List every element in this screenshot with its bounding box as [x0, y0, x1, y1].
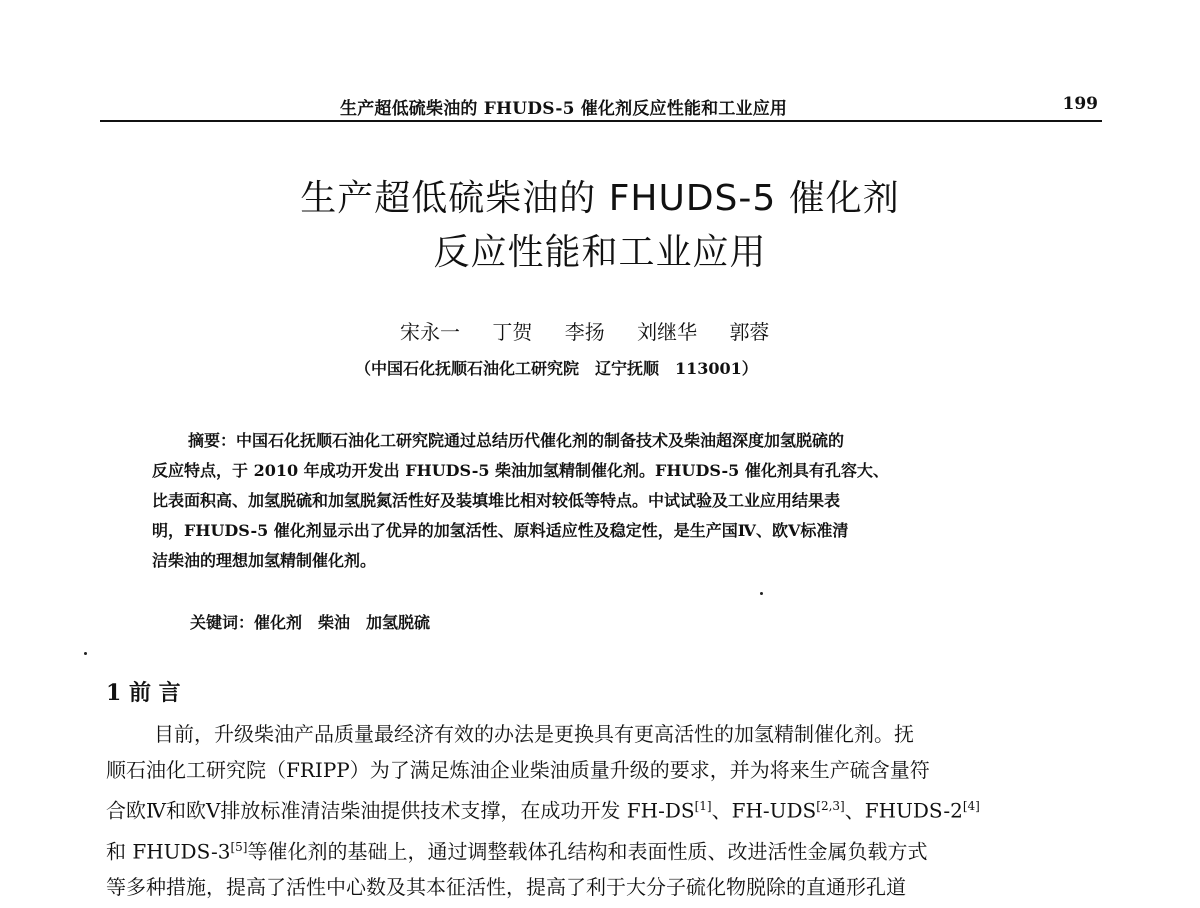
- author: 刘继华: [637, 320, 698, 344]
- reference-marker: [2,3]: [816, 799, 845, 813]
- abstract-line: 洁柴油的理想加氢精制催化剂。: [152, 551, 377, 570]
- running-title: 生产超低硫柴油的 FHUDS-5 催化剂反应性能和工业应用: [340, 99, 788, 119]
- abstract: [152, 426, 1052, 576]
- body-text-segment: 和 FHUDS-3: [106, 839, 231, 864]
- reference-marker: [5]: [230, 839, 248, 854]
- scan-speck: [760, 592, 763, 595]
- keywords-label: 关键词：: [190, 613, 255, 632]
- paper-title-line-1: 生产超低硫柴油的 FHUDS-5 催化剂: [300, 178, 900, 219]
- reference-marker: [1]: [694, 799, 712, 813]
- keywords: [190, 610, 430, 633]
- body-line: [106, 829, 1102, 870]
- abstract-line: 明，FHUDS-5 催化剂显示出了优异的加氢活性、原料适应性及稳定性，是生产国Ⅳ、欧Ⅴ标准清: [152, 521, 849, 540]
- paper-title-line-2: 反应性能和工业应用: [433, 232, 767, 273]
- section-heading: 1 前 言: [106, 680, 181, 706]
- author: 李扬: [564, 320, 605, 344]
- body-text-segment: 、FHUDS-2: [844, 798, 963, 823]
- author: 郭蓉: [729, 320, 770, 344]
- reference-marker: [4]: [962, 799, 980, 813]
- author-list: [400, 316, 795, 345]
- author: 丁贺: [492, 320, 533, 344]
- body-text-segment: 合欧Ⅳ和欧Ⅴ排放标准清洁柴油提供技术支撑，在成功开发 FH-DS: [106, 798, 695, 823]
- body-text-segment: 等催化剂的基础上，通过调整载体孔结构和表面性质、改进活性金属负载方式: [247, 839, 928, 864]
- scan-speck: [84, 652, 87, 655]
- page-number: 199: [1062, 94, 1098, 114]
- affiliation: （中国石化抚顺石油化工研究院 辽宁抚顺 113001）: [355, 359, 758, 378]
- keyword: 加氢脱硫: [366, 613, 431, 632]
- keyword: 柴油: [318, 613, 351, 632]
- abstract-line: 摘要：中国石化抚顺石油化工研究院通过总结历代催化剂的制备技术及柴油超深度加氢脱硫的: [188, 431, 845, 450]
- abstract-line: 比表面积高、加氢脱硫和加氢脱氮活性好及装填堆比相对较低等特点。中试试验及工业应用结果表: [152, 491, 841, 510]
- keyword: 催化剂: [254, 613, 303, 632]
- body-line: 目前，升级柴油产品质量最经济有效的办法是更换具有更高活性的加氢精制催化剂。抚: [154, 722, 914, 746]
- abstract-line: 反应特点，于 2010 年成功开发出 FHUDS-5 柴油加氢精制催化剂。FHUDS-5 催化剂具有孔容大、: [152, 461, 889, 480]
- author: 宋永一: [400, 320, 460, 344]
- body-line: 等多种措施，提高了活性中心数及其本征活性，提高了利于大分子硫化物脱除的直通形孔道: [106, 875, 906, 900]
- body-text-segment: 、FH-UDS: [711, 798, 817, 823]
- body-paragraph: [106, 716, 1102, 905]
- body-line: [106, 788, 1102, 829]
- body-line: 顺石油化工研究院（FRIPP）为了满足炼油企业柴油质量升级的要求，并为将来生产硫含量符: [106, 758, 930, 782]
- running-header: [100, 92, 1102, 122]
